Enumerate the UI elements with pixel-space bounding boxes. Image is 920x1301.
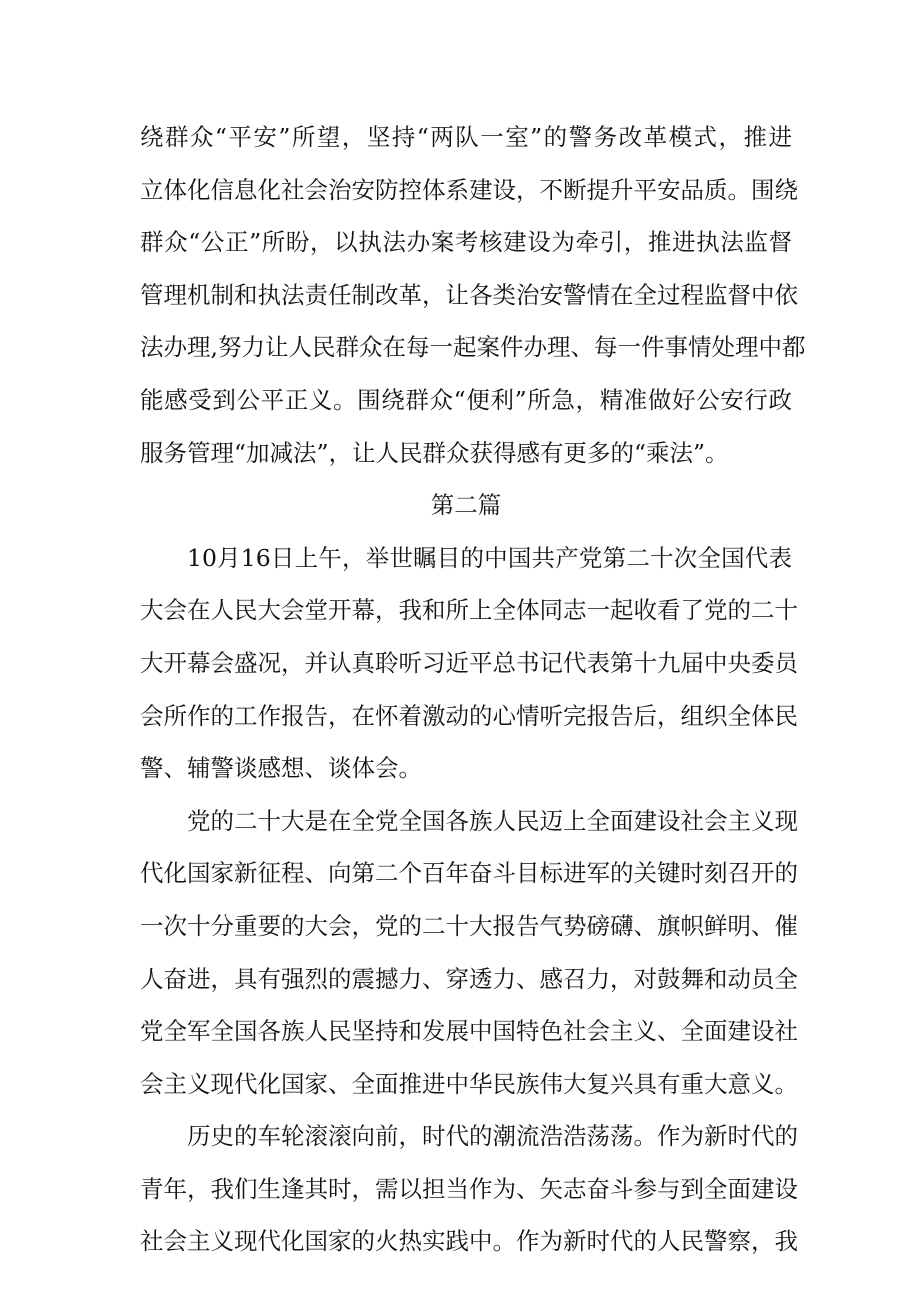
paragraph-3 <box>140 1110 798 1268</box>
text-line: 代化国家新征程、向第二个百年奋斗目标进军的关键时刻召开的 <box>140 859 798 888</box>
text-line: 能感受到公平正义。围绕群众“便利”所急，精准做好公安行政 <box>140 385 792 414</box>
text-line: 青年，我们生逢其时，需以担当作为、矢志奋斗参与到全面建设 <box>140 1174 798 1203</box>
text-line: 党的二十大是在全党全国各族人民迈上全面建设社会主义现 <box>187 806 798 835</box>
text-line: 立体化信息化社会治安防控体系建设，不断提升平安品质。围绕 <box>140 175 798 204</box>
text-line: 大会在人民大会堂开幕，我和所上全体同志一起收看了党的二十 <box>140 596 798 625</box>
text-line: 社会主义现代化国家的火热实践中。作为新时代的人民警察，我 <box>140 1227 798 1256</box>
document-page <box>140 111 806 1268</box>
text-line: 群众“公正”所盼，以执法办案考核建设为牵引，推进执法监督 <box>140 228 792 257</box>
paragraph-continued <box>140 111 806 479</box>
paragraph-2 <box>140 795 798 1111</box>
text-line: 会所作的工作报告，在怀着激动的心情听完报告后，组织全体民 <box>140 701 798 730</box>
text-line: 历史的车轮滚滚向前，时代的潮流浩浩荡荡。作为新时代的 <box>187 1122 798 1151</box>
section-heading: 第二篇 <box>430 491 502 520</box>
text-line: 大开幕会盛况，并认真聆听习近平总书记代表第十九届中央委员 <box>140 648 798 677</box>
text-line: 会主义现代化国家、全面推进中华民族伟大复兴具有重大意义。 <box>140 1069 798 1098</box>
text-line: 10月16日上午，举世瞩目的中国共产党第二十次全国代表 <box>187 543 792 572</box>
text-line: 人奋进，具有强烈的震撼力、穿透力、感召力，对鼓舞和动员全 <box>140 964 798 993</box>
text-line: 法办理,努力让人民群众在每一起案件办理、每一件事情处理中都 <box>140 333 806 362</box>
text-line: 一次十分重要的大会，党的二十大报告气势磅礴、旗帜鲜明、催 <box>140 911 798 940</box>
paragraph-1 <box>140 532 798 795</box>
text-line: 绕群众“平安”所望，坚持“两队一室”的警务改革模式，推进 <box>140 123 792 151</box>
text-line: 党全军全国各族人民坚持和发展中国特色社会主义、全面建设社 <box>140 1017 798 1046</box>
text-line: 管理机制和执法责任制改革，让各类治安警情在全过程监督中依 <box>140 280 798 309</box>
text-line: 警、辅警谈感想、谈体会。 <box>140 754 422 783</box>
text-line: 服务管理“加减法”，让人民群众获得感有更多的“乘法”。 <box>140 438 729 467</box>
